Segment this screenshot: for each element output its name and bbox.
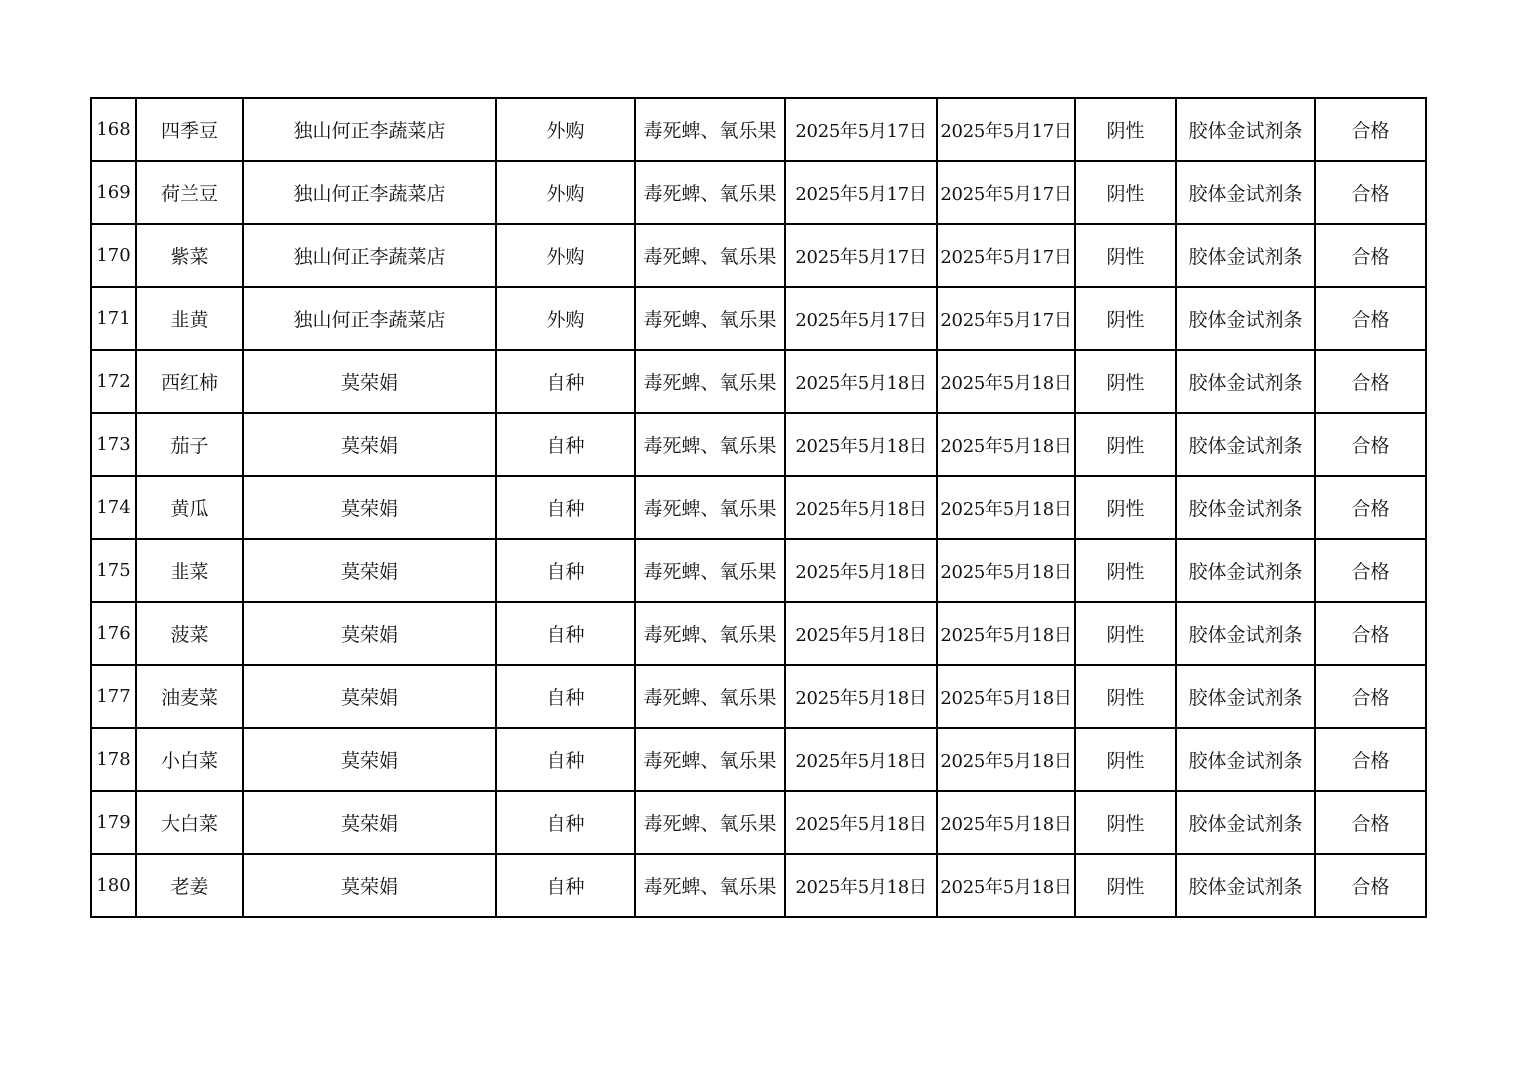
cell-sample-date: 2025年5月18日 <box>785 476 937 539</box>
cell-product-name: 黄瓜 <box>136 476 243 539</box>
cell-number: 173 <box>91 413 136 476</box>
cell-number: 180 <box>91 854 136 917</box>
cell-verdict: 合格 <box>1315 161 1426 224</box>
inspection-table <box>90 97 1427 918</box>
cell-product-name: 韭黄 <box>136 287 243 350</box>
cell-test-date: 2025年5月18日 <box>937 791 1075 854</box>
cell-test-item: 毒死蜱、氧乐果 <box>635 854 785 917</box>
table-body <box>91 98 1426 917</box>
cell-sample-date: 2025年5月18日 <box>785 791 937 854</box>
table-row <box>91 728 1426 791</box>
cell-supplier: 独山何正李蔬菜店 <box>243 287 496 350</box>
cell-product-name: 四季豆 <box>136 98 243 161</box>
cell-test-date: 2025年5月18日 <box>937 350 1075 413</box>
cell-supplier: 独山何正李蔬菜店 <box>243 161 496 224</box>
cell-sample-date: 2025年5月18日 <box>785 413 937 476</box>
cell-result: 阴性 <box>1075 413 1176 476</box>
table-row <box>91 287 1426 350</box>
cell-test-item: 毒死蜱、氧乐果 <box>635 728 785 791</box>
cell-number: 168 <box>91 98 136 161</box>
cell-test-item: 毒死蜱、氧乐果 <box>635 98 785 161</box>
cell-sample-date: 2025年5月18日 <box>785 539 937 602</box>
table-row <box>91 98 1426 161</box>
cell-source: 外购 <box>496 98 635 161</box>
cell-product-name: 荷兰豆 <box>136 161 243 224</box>
cell-test-item: 毒死蜱、氧乐果 <box>635 350 785 413</box>
cell-number: 169 <box>91 161 136 224</box>
cell-sample-date: 2025年5月17日 <box>785 287 937 350</box>
cell-source: 自种 <box>496 476 635 539</box>
cell-result: 阴性 <box>1075 791 1176 854</box>
table-row <box>91 350 1426 413</box>
cell-result: 阴性 <box>1075 854 1176 917</box>
table-row <box>91 413 1426 476</box>
cell-source: 外购 <box>496 161 635 224</box>
cell-test-date: 2025年5月17日 <box>937 98 1075 161</box>
cell-result: 阴性 <box>1075 539 1176 602</box>
cell-method: 胶体金试剂条 <box>1176 98 1315 161</box>
cell-number: 171 <box>91 287 136 350</box>
cell-test-date: 2025年5月18日 <box>937 539 1075 602</box>
cell-number: 174 <box>91 476 136 539</box>
cell-verdict: 合格 <box>1315 350 1426 413</box>
cell-supplier: 莫荣娟 <box>243 602 496 665</box>
cell-method: 胶体金试剂条 <box>1176 854 1315 917</box>
cell-product-name: 老姜 <box>136 854 243 917</box>
cell-supplier: 莫荣娟 <box>243 854 496 917</box>
cell-product-name: 韭菜 <box>136 539 243 602</box>
cell-test-item: 毒死蜱、氧乐果 <box>635 665 785 728</box>
cell-result: 阴性 <box>1075 665 1176 728</box>
cell-sample-date: 2025年5月18日 <box>785 350 937 413</box>
cell-test-date: 2025年5月18日 <box>937 413 1075 476</box>
cell-number: 170 <box>91 224 136 287</box>
cell-verdict: 合格 <box>1315 98 1426 161</box>
table-row <box>91 539 1426 602</box>
cell-test-item: 毒死蜱、氧乐果 <box>635 224 785 287</box>
cell-verdict: 合格 <box>1315 539 1426 602</box>
cell-test-item: 毒死蜱、氧乐果 <box>635 539 785 602</box>
cell-result: 阴性 <box>1075 98 1176 161</box>
cell-verdict: 合格 <box>1315 413 1426 476</box>
cell-test-date: 2025年5月18日 <box>937 665 1075 728</box>
cell-method: 胶体金试剂条 <box>1176 350 1315 413</box>
cell-supplier: 莫荣娟 <box>243 539 496 602</box>
cell-method: 胶体金试剂条 <box>1176 539 1315 602</box>
cell-sample-date: 2025年5月18日 <box>785 665 937 728</box>
cell-result: 阴性 <box>1075 728 1176 791</box>
cell-source: 自种 <box>496 539 635 602</box>
cell-product-name: 小白菜 <box>136 728 243 791</box>
cell-supplier: 莫荣娟 <box>243 350 496 413</box>
table-row <box>91 602 1426 665</box>
cell-test-date: 2025年5月18日 <box>937 602 1075 665</box>
cell-product-name: 西红柿 <box>136 350 243 413</box>
cell-supplier: 莫荣娟 <box>243 476 496 539</box>
cell-result: 阴性 <box>1075 287 1176 350</box>
cell-method: 胶体金试剂条 <box>1176 791 1315 854</box>
cell-sample-date: 2025年5月17日 <box>785 98 937 161</box>
table-row <box>91 665 1426 728</box>
cell-result: 阴性 <box>1075 602 1176 665</box>
cell-source: 外购 <box>496 287 635 350</box>
cell-verdict: 合格 <box>1315 602 1426 665</box>
cell-test-item: 毒死蜱、氧乐果 <box>635 413 785 476</box>
cell-test-date: 2025年5月17日 <box>937 161 1075 224</box>
cell-method: 胶体金试剂条 <box>1176 665 1315 728</box>
cell-supplier: 莫荣娟 <box>243 413 496 476</box>
cell-verdict: 合格 <box>1315 854 1426 917</box>
cell-number: 177 <box>91 665 136 728</box>
cell-verdict: 合格 <box>1315 287 1426 350</box>
cell-supplier: 独山何正李蔬菜店 <box>243 98 496 161</box>
cell-sample-date: 2025年5月18日 <box>785 728 937 791</box>
cell-result: 阴性 <box>1075 476 1176 539</box>
cell-sample-date: 2025年5月18日 <box>785 854 937 917</box>
cell-supplier: 莫荣娟 <box>243 665 496 728</box>
cell-result: 阴性 <box>1075 161 1176 224</box>
cell-test-item: 毒死蜱、氧乐果 <box>635 476 785 539</box>
cell-test-date: 2025年5月17日 <box>937 224 1075 287</box>
cell-sample-date: 2025年5月17日 <box>785 161 937 224</box>
cell-product-name: 大白菜 <box>136 791 243 854</box>
cell-verdict: 合格 <box>1315 224 1426 287</box>
cell-sample-date: 2025年5月18日 <box>785 602 937 665</box>
cell-method: 胶体金试剂条 <box>1176 476 1315 539</box>
cell-source: 外购 <box>496 224 635 287</box>
cell-verdict: 合格 <box>1315 791 1426 854</box>
cell-test-date: 2025年5月17日 <box>937 287 1075 350</box>
cell-product-name: 菠菜 <box>136 602 243 665</box>
table-row <box>91 224 1426 287</box>
cell-source: 自种 <box>496 413 635 476</box>
cell-number: 176 <box>91 602 136 665</box>
cell-verdict: 合格 <box>1315 665 1426 728</box>
cell-supplier: 莫荣娟 <box>243 728 496 791</box>
cell-method: 胶体金试剂条 <box>1176 602 1315 665</box>
cell-source: 自种 <box>496 350 635 413</box>
cell-product-name: 油麦菜 <box>136 665 243 728</box>
cell-result: 阴性 <box>1075 350 1176 413</box>
cell-verdict: 合格 <box>1315 728 1426 791</box>
cell-source: 自种 <box>496 602 635 665</box>
cell-supplier: 莫荣娟 <box>243 791 496 854</box>
cell-method: 胶体金试剂条 <box>1176 413 1315 476</box>
table-row <box>91 476 1426 539</box>
cell-source: 自种 <box>496 791 635 854</box>
cell-test-date: 2025年5月18日 <box>937 854 1075 917</box>
cell-number: 172 <box>91 350 136 413</box>
cell-number: 175 <box>91 539 136 602</box>
cell-verdict: 合格 <box>1315 476 1426 539</box>
cell-supplier: 独山何正李蔬菜店 <box>243 224 496 287</box>
cell-product-name: 茄子 <box>136 413 243 476</box>
cell-test-item: 毒死蜱、氧乐果 <box>635 287 785 350</box>
cell-source: 自种 <box>496 854 635 917</box>
cell-method: 胶体金试剂条 <box>1176 728 1315 791</box>
cell-test-item: 毒死蜱、氧乐果 <box>635 602 785 665</box>
cell-source: 自种 <box>496 665 635 728</box>
cell-test-date: 2025年5月18日 <box>937 476 1075 539</box>
cell-method: 胶体金试剂条 <box>1176 224 1315 287</box>
cell-number: 178 <box>91 728 136 791</box>
cell-number: 179 <box>91 791 136 854</box>
table-row <box>91 161 1426 224</box>
cell-sample-date: 2025年5月17日 <box>785 224 937 287</box>
cell-result: 阴性 <box>1075 224 1176 287</box>
cell-test-item: 毒死蜱、氧乐果 <box>635 791 785 854</box>
cell-method: 胶体金试剂条 <box>1176 287 1315 350</box>
cell-source: 自种 <box>496 728 635 791</box>
cell-product-name: 紫菜 <box>136 224 243 287</box>
cell-test-date: 2025年5月18日 <box>937 728 1075 791</box>
cell-test-item: 毒死蜱、氧乐果 <box>635 161 785 224</box>
table-row <box>91 854 1426 917</box>
table-row <box>91 791 1426 854</box>
cell-method: 胶体金试剂条 <box>1176 161 1315 224</box>
